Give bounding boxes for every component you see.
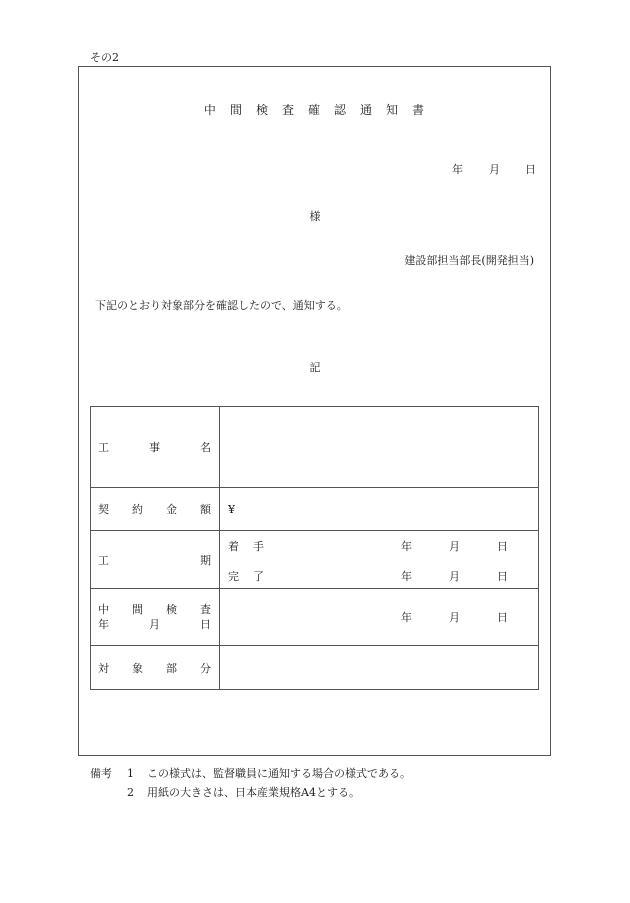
value-contract-amount[interactable] — [220, 488, 539, 531]
label-char: 月 — [149, 618, 160, 631]
note-item — [90, 764, 411, 783]
document-title — [0, 101, 630, 118]
start-char: 着 — [228, 540, 239, 553]
end-month-unit: 月 — [449, 570, 460, 583]
header-date-month: 月 — [489, 163, 500, 176]
value-work-name[interactable] — [220, 407, 539, 488]
row-work-name — [91, 407, 539, 488]
form-number: その2 — [90, 51, 119, 64]
end-label — [228, 568, 278, 584]
label-char: 中 — [98, 603, 109, 616]
value-period[interactable] — [220, 531, 539, 589]
label-char: 事 — [149, 441, 160, 454]
row-target-part — [91, 646, 539, 690]
start-month-unit: 月 — [449, 540, 460, 553]
label-work-name — [91, 407, 220, 488]
note-number: 1 — [127, 767, 134, 780]
inspection-year-unit: 年 — [401, 611, 412, 624]
end-year-unit: 年 — [401, 570, 412, 583]
header-date-year: 年 — [452, 163, 463, 176]
label-char: 約 — [132, 503, 143, 516]
label-char: 金 — [166, 503, 177, 516]
start-day-unit: 日 — [497, 540, 508, 553]
label-char: 日 — [200, 618, 211, 631]
recipient-honorific: 様 — [309, 210, 321, 223]
label-period — [91, 531, 220, 589]
row-contract-amount — [91, 488, 539, 531]
value-inspection-date[interactable] — [220, 589, 539, 646]
label-char: 検 — [166, 603, 177, 616]
note-text: この様式は、監督職員に通知する場合の様式である。 — [147, 767, 411, 780]
start-year-unit: 年 — [401, 540, 412, 553]
label-char: 期 — [200, 553, 211, 567]
body-text: 下記のとおり対象部分を確認したので、通知する。 — [95, 299, 348, 312]
note-text: 用紙の大きさは、日本産業規格A4とする。 — [147, 786, 360, 799]
row-period — [91, 531, 539, 589]
title-char: 通 — [360, 103, 375, 117]
ki-heading: 記 — [309, 361, 321, 374]
title-char: 知 — [386, 103, 401, 117]
end-char: 了 — [253, 570, 264, 583]
label-char: 査 — [200, 603, 211, 616]
label-char: 象 — [132, 661, 143, 675]
label-char: 間 — [132, 603, 143, 616]
note-number: 2 — [127, 786, 134, 799]
title-char: 中 — [203, 103, 218, 117]
notes — [90, 764, 411, 802]
end-char: 完 — [228, 570, 239, 583]
yen-sign: ¥ — [228, 502, 235, 516]
label-char: 対 — [98, 661, 109, 675]
start-label — [228, 538, 278, 554]
label-char: 部 — [166, 661, 177, 675]
title-char: 査 — [281, 103, 296, 117]
label-char: 名 — [200, 441, 211, 454]
title-char: 確 — [307, 103, 322, 117]
title-char: 検 — [255, 103, 270, 117]
label-char: 工 — [98, 441, 109, 454]
label-char: 額 — [200, 503, 211, 516]
title-char: 書 — [412, 103, 427, 117]
label-char: 年 — [98, 618, 109, 631]
label-char: 分 — [200, 661, 211, 675]
title-char: 間 — [229, 103, 244, 117]
sender-title: 建設部担当部長(開発担当) — [404, 254, 534, 267]
label-target-part — [91, 646, 220, 690]
inspection-day-unit: 日 — [497, 611, 508, 624]
label-char: 工 — [98, 553, 109, 567]
notes-heading: 備考 — [90, 767, 112, 780]
value-target-part[interactable] — [220, 646, 539, 690]
end-day-unit: 日 — [497, 570, 508, 583]
label-char: 契 — [98, 503, 109, 516]
row-inspection-date — [91, 589, 539, 646]
label-contract-amount — [91, 488, 220, 531]
title-char: 認 — [334, 103, 349, 117]
label-inspection-date — [91, 589, 220, 646]
inspection-month-unit: 月 — [449, 611, 460, 624]
start-char: 手 — [253, 540, 264, 553]
details-table — [90, 406, 539, 690]
note-item — [90, 783, 411, 802]
header-date-day: 日 — [525, 163, 536, 176]
